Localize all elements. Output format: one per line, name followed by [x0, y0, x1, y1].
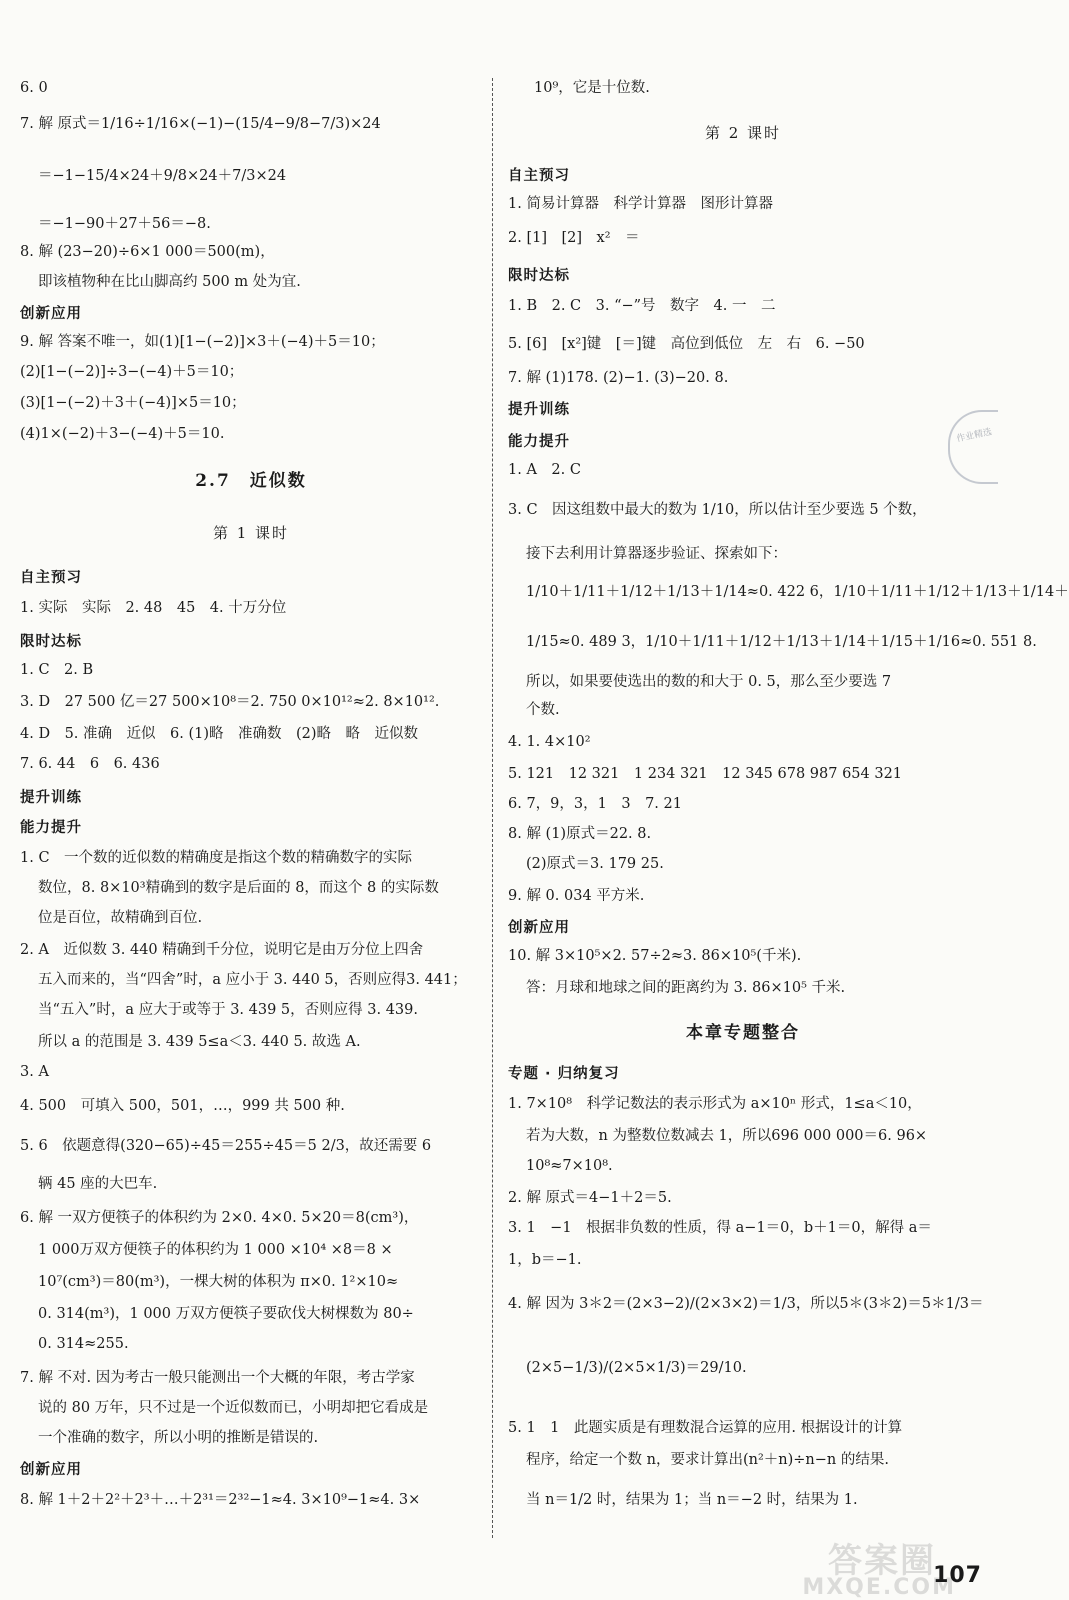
answer-line: 8. 解 1＋2＋2²＋2³＋…＋2³¹＝2³²−1≈4. 3×10⁹−1≈4. 3×	[20, 1492, 421, 1508]
answer-line: 个数.	[526, 702, 560, 718]
answer-line: 程序，给定一个数 n，要求计算出(n²＋n)÷n−n 的结果.	[526, 1452, 889, 1468]
answer-line: 4. 1. 4×10²	[508, 734, 591, 750]
answer-line: 8. 解 (23−20)÷6×1 000＝500(m)，	[20, 244, 275, 260]
answer-line: (4)1×(−2)＋3−(−4)＋5＝10.	[20, 426, 225, 442]
answer-line: 1. C 一个数的近似数的精确度是指这个数的精确数字的实际	[20, 850, 413, 866]
answer-line: 1/10＋1/11＋1/12＋1/13＋1/14≈0. 422 6，1/10＋1/11＋1/12＋1/13＋1/14＋	[526, 584, 1069, 600]
section-heading: 创新应用	[508, 920, 570, 936]
section-heading: 限时达标	[508, 268, 570, 284]
column-divider	[492, 78, 493, 1538]
answer-line: 所以，如果要使选出的数的和大于 0. 5，那么至少要选 7	[526, 674, 892, 690]
section-heading: 创新应用	[20, 1462, 82, 1478]
answer-line: 即该植物种在比山脚高约 500 m 处为宜.	[38, 274, 301, 290]
answer-line: 说的 80 万年，只不过是一个近似数而已，小明却把它看成是	[38, 1400, 429, 1416]
answer-line: 一个准确的数字，所以小明的推断是错误的.	[38, 1430, 319, 1446]
answer-line: 2. 解 原式＝4−1＋2＝5.	[508, 1190, 672, 1206]
section-title: 2.7 近似数	[195, 471, 307, 491]
answer-line: 五入而来的，当“四舍”时，a 应小于 3. 440 5，否则应得3. 441；	[38, 972, 467, 988]
answer-line: 1，b＝−1.	[508, 1252, 582, 1268]
answer-line: 10⁹，它是十位数.	[534, 80, 650, 96]
answer-line: (2)原式＝3. 179 25.	[526, 856, 664, 872]
answer-line: 1/15≈0. 489 3，1/10＋1/11＋1/12＋1/13＋1/14＋1/15＋1/16≈0. 551 8.	[526, 634, 1037, 650]
answer-line: 当 n＝1/2 时，结果为 1；当 n＝−2 时，结果为 1.	[526, 1492, 858, 1508]
answer-line: 5. 6 依题意得(320−65)÷45＝255÷45＝5 2/3，故还需要 6	[20, 1138, 432, 1154]
answer-line: 1. A 2. C	[508, 462, 581, 478]
answer-line: 辆 45 座的大巴车.	[38, 1176, 158, 1192]
answer-line: 当“五入”时，a 应大于或等于 3. 439 5，否则应得 3. 439.	[38, 1002, 418, 1018]
answer-line: 5. 121 12 321 1 234 321 12 345 678 987 654 321	[508, 766, 903, 782]
answer-line: (3)[1−(−2)＋3＋(−4)]×5＝10；	[20, 395, 246, 411]
section-heading: 自主预习	[20, 570, 82, 586]
section-heading: 能力提升	[20, 820, 82, 836]
answer-line: ＝−1−90＋27＋56＝−8.	[38, 216, 211, 232]
answer-line: 3. 1 −1 根据非负数的性质，得 a−1＝0，b＋1＝0，解得 a＝	[508, 1220, 932, 1236]
answer-line: 3. C 因这组数中最大的数为 1/10，所以估计至少要选 5 个数，	[508, 502, 927, 518]
answer-line: 7. 解 (1)178. (2)−1. (3)−20. 8.	[508, 370, 729, 386]
answer-line: 3. D 27 500 亿＝27 500×10⁸＝2. 750 0×10¹²≈2. 8×10¹².	[20, 694, 440, 710]
answer-line: 若为大数，n 为整数位数减去 1，所以696 000 000＝6. 96×	[526, 1128, 928, 1144]
section-heading: 提升训练	[508, 402, 570, 418]
answer-line: 位是百位，故精确到百位.	[38, 910, 203, 926]
answer-line: 1. B 2. C 3. “−”号 数字 4. 一 二	[508, 298, 776, 314]
page-number: 107	[933, 1563, 982, 1588]
lesson-subtitle: 第 2 课时	[704, 124, 782, 142]
section-heading: 专题 · 归纳复习	[508, 1066, 620, 1082]
answer-line: 8. 解 (1)原式＝22. 8.	[508, 826, 652, 842]
answer-line: 7. 6. 44 6 6. 436	[20, 756, 160, 772]
answer-line: 4. D 5. 准确 近似 6. (1)略 准确数 (2)略 略 近似数	[20, 726, 419, 742]
answer-line: 接下去利用计算器逐步验证、探索如下：	[526, 546, 787, 562]
answer-line: 2. [1] [2] x² ＝	[508, 230, 640, 246]
answer-line: 0. 314≈255.	[38, 1336, 129, 1352]
answer-line: 9. 解 答案不唯一，如(1)[1−(−2)]×3＋(−4)＋5＝10；	[20, 334, 385, 350]
answer-line: 所以 a 的范围是 3. 439 5≤a＜3. 440 5. 故选 A.	[38, 1034, 361, 1050]
section-heading: 创新应用	[20, 306, 82, 322]
answer-line: 1. 简易计算器 科学计算器 图形计算器	[508, 196, 773, 212]
section-heading: 限时达标	[20, 634, 82, 650]
watermark-logo: 答案圈	[828, 1541, 936, 1581]
answer-line: 7. 解 原式＝1/16÷1/16×(−1)−(15/4−9/8−7/3)×24	[20, 116, 381, 132]
answer-line: 6. 7，9，3，1 3 7. 21	[508, 796, 682, 812]
answer-line: 9. 解 0. 034 平方米.	[508, 888, 645, 904]
answer-line: 4. 500 可填入 500，501，…，999 共 500 种.	[20, 1098, 345, 1114]
answer-line: (2)[1−(−2)]÷3−(−4)＋5＝10；	[20, 364, 244, 380]
answer-line: 3. A	[20, 1064, 49, 1080]
answer-line: 1. C 2. B	[20, 662, 94, 678]
answer-line: 7. 解 不对. 因为考古一般只能测出一个大概的年限，考古学家	[20, 1370, 415, 1386]
answer-line: 1. 7×10⁸ 科学记数法的表示形式为 a×10ⁿ 形式，1≤a＜10，	[508, 1096, 922, 1112]
answer-line: 4. 解 因为 3＊2＝(2×3−2)/(2×3×2)＝1/3，所以5＊(3＊2)＝5＊1/3＝	[508, 1296, 984, 1312]
answer-line: 10. 解 3×10⁵×2. 57÷2≈3. 86×10⁵(千米).	[508, 948, 802, 964]
section-heading: 提升训练	[20, 790, 82, 806]
stamp-seal: 作业精选	[948, 410, 998, 484]
watermark-url: MXQE.COM	[802, 1575, 956, 1600]
section-heading: 能力提升	[508, 434, 570, 450]
section-heading: 自主预习	[508, 168, 570, 184]
answer-line: 5. 1 1 此题实质是有理数混合运算的应用. 根据设计的计算	[508, 1420, 903, 1436]
answer-line: 6. 解 一双方便筷子的体积约为 2×0. 4×0. 5×20＝8(cm³)，	[20, 1210, 419, 1226]
answer-line: 5. [6] [x²]键 [＝]键 高位到低位 左 右 6. −50	[508, 336, 865, 352]
answer-line: 答：月球和地球之间的距离约为 3. 86×10⁵ 千米.	[526, 980, 846, 996]
answer-line: 数位，8. 8×10³精确到的数字是后面的 8，而这个 8 的实际数	[38, 880, 439, 896]
answer-line: 1. 实际 实际 2. 48 45 4. 十万分位	[20, 600, 287, 616]
answer-line: (2×5−1/3)/(2×5×1/3)＝29/10.	[526, 1360, 747, 1376]
answer-line: 1 000万双方便筷子的体积约为 1 000 ×10⁴ ×8＝8 ×	[38, 1242, 393, 1258]
answer-line: 0. 314(m³)，1 000 万双方便筷子要砍伐大树棵数为 80÷	[38, 1306, 414, 1322]
section-title: 本章专题整合	[686, 1023, 800, 1043]
answer-line: 10⁷(cm³)＝80(m³)，一棵大树的体积为 π×0. 1²×10≈	[38, 1274, 399, 1290]
answer-line: 6. 0	[20, 80, 48, 96]
answer-line: 2. A 近似数 3. 440 精确到千分位，说明它是由万分位上四舍	[20, 942, 424, 958]
answer-line: 10⁸≈7×10⁸.	[526, 1158, 613, 1174]
lesson-subtitle: 第 1 课时	[212, 524, 290, 542]
answer-line: ＝−1−15/4×24＋9/8×24＋7/3×24	[38, 168, 287, 184]
